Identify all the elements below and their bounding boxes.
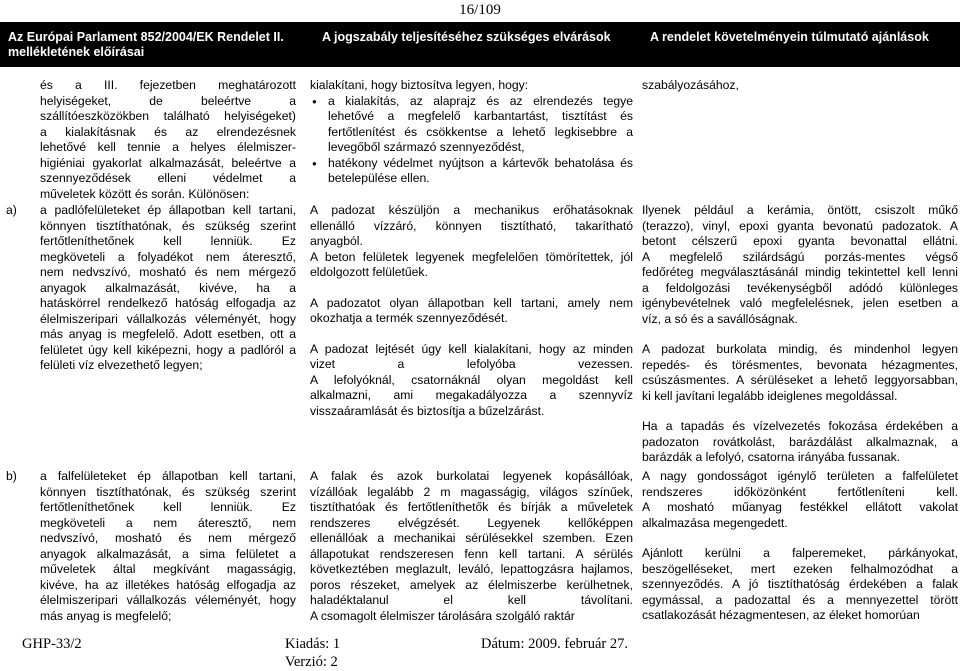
text-line: kivéve, ha az illetékes hatóság elfogadja az — [40, 577, 296, 592]
text-line: rendszeres elvégzését. Legyenek kellőképpen — [310, 515, 633, 530]
text-line: ellenálló vízzáró, könnyen tisztítható, takarítható — [310, 218, 633, 233]
text-line: higiéniai gyakorlat alkalmazását, beleértve a — [40, 155, 296, 170]
text-line: szennyeződés. A jó tisztíthatóság érdekében a falak — [642, 577, 958, 591]
text-line: alkalmazni, ami megakadályozza a szennyvíz — [310, 388, 633, 402]
text-line: betelepülése ellen. — [328, 171, 430, 185]
text-line: tisztíthatóak és fertőtleníthetők és bírják a műveletek — [310, 500, 633, 514]
footer-issue: Kiadás: 1 — [285, 636, 341, 652]
text-line: más anyag is megfelelő. Adott esetben, ott a — [40, 327, 296, 341]
paragraph — [310, 203, 633, 281]
footer-date: Dátum: 2009. február 27. — [481, 636, 628, 652]
text-line: A beton felületek legyenek megfelelően tömörítettek, jól — [310, 249, 633, 264]
text-line: víz, a só és a savállóságnak. — [642, 311, 798, 326]
text-line: könnyen tisztíthatónak, és szükség szerint — [40, 218, 296, 233]
footer-doc-code: GHP-33/2 — [22, 636, 82, 652]
text-line: a padlófelületeket ép állapotban kell tartani, — [40, 203, 296, 217]
text-line: megköveteli a folyadékot nem áteresztő, — [40, 249, 296, 264]
text-line: műveletek között és során. Különösen: — [40, 186, 250, 201]
text-line: következtében meglazult, leváló, lepattogzásra hajlamos, — [310, 562, 633, 576]
text-line: A padozat készüljön a mechanikus erőhatásoknak — [310, 203, 633, 217]
text-line: visszaáramlását és biztosítja a bűzelzárást. — [310, 403, 545, 418]
text-line: lehetővé a megfelelő karbantartást, tisztítást és — [328, 109, 633, 123]
section-a-col2 — [310, 203, 633, 419]
section-a-col1 — [40, 203, 296, 374]
text-line: vízállóak legalább 2 m magasságig, világos színűek, — [310, 484, 633, 499]
text-line: haladéktalanul el kell távolítani. — [310, 593, 633, 607]
text-line: betont célszerű epoxi gyanta bevonattal ellátni. — [642, 234, 958, 248]
text-line: A mosható műanyag festékkel ellátott vakolat — [642, 500, 958, 514]
text-line: állapotukat rendszeresen fenn kell tartani. A sérülés — [310, 546, 633, 561]
paragraph — [642, 546, 958, 624]
text-line: ● hatékony védelmet nyújtson a kártevők behatolása és — [328, 155, 633, 170]
text-line: helyiségeket, de beleértve a — [40, 93, 296, 108]
paragraph — [310, 296, 633, 327]
text-line: nedvszívó, mosható és nem mérgező — [40, 531, 296, 545]
section-a-col3 — [642, 203, 958, 466]
paragraph — [642, 419, 958, 466]
text-line: ki kell javítani legalább ideiglenes megoldással. — [642, 388, 898, 403]
text-line: Ilyenek például a kerámia, öntött, csiszolt műkő — [642, 203, 958, 217]
text-line: a kialakításnak és az elrendezésnek — [40, 124, 296, 139]
section-b-col3 — [642, 469, 958, 624]
top-col3: szabályozásához, — [642, 78, 739, 92]
text-line: A padozatot olyan állapotban kell tartani, amely nem — [310, 295, 633, 310]
top-col2-bullet-1 — [310, 94, 633, 156]
text-line: beszögelléseket, mert ezeken felhalmozódhat a — [642, 561, 958, 576]
text-line: csatlakozását hézagmentesen, az éleket homorúan — [642, 608, 920, 622]
paragraph — [642, 203, 958, 327]
text-line: felületet úgy kell kiképezni, hogy a padlóról a — [40, 342, 296, 357]
text-line: fedőréteg megválasztásánál mindig tekintettel kell lenni — [642, 265, 958, 279]
text-line: szennyeződések elleni védelmet a — [40, 171, 296, 185]
paragraph — [642, 469, 958, 531]
text-line: lehetővé kell tennie a helyes élelmiszer- — [40, 140, 296, 154]
section-b-col1 — [40, 469, 296, 624]
text-line: műveletek által megkívánt magasságig, — [40, 562, 296, 576]
text-line: A padozat lejtését úgy kell kialakítani, hogy az minden — [310, 341, 633, 356]
text-line: igénybevételnek való megfelelésnek, jelen esetben a — [642, 296, 958, 310]
text-line: hatáskörrel rendelkező hatóság elfogadja az — [40, 296, 296, 310]
page-number: 16/109 — [459, 2, 501, 18]
text-line: és a III. fejezetben meghatározott — [40, 78, 296, 92]
text-line: nem nedvszívó, mosható és nem mérgező — [40, 265, 296, 279]
text-line: ● a kialakítás, az alaprajz és az elrendezés tegye — [328, 93, 633, 108]
text-line: okozhatja a termék szennyeződését. — [310, 311, 508, 325]
table-header — [0, 22, 960, 67]
text-line: csúszásmentes. A sérüléseket a lehető leggyorsabban, — [642, 373, 958, 387]
top-col1 — [40, 78, 296, 202]
text-line: A nagy gondosságot igénylő területen a falfelületet — [642, 469, 958, 483]
text-line: könnyen tisztíthatónak, és szükség szerint — [40, 484, 296, 499]
text-line: a feldolgozási tevékenységből adódó különleges — [642, 280, 958, 295]
text-line: élelmiszeripari vállalkozás véleményét, hogy — [40, 593, 296, 607]
text-line: (terazzo), vinyl, epoxi gyanta bevonatú padozatok. A — [642, 218, 958, 233]
text-line: poros részeket, amelyek az élelmiszerbe kerülhetnek, — [310, 577, 633, 592]
text-line: A csomagolt élelmiszer tárolására szolgáló raktár — [310, 608, 575, 623]
text-line: padozaton rovátkolást, barázdálást alkalmaznak, a — [642, 434, 958, 449]
section-b-marker: b) — [6, 469, 17, 483]
text-line: a falfelületeket ép állapotban kell tartani, — [40, 469, 296, 483]
text-line: élelmiszeripari vállalkozás véleményét, hogy — [40, 311, 296, 326]
section-a-marker: a) — [6, 203, 17, 217]
text-line: ellenállóak a mechanikai sérülésekkel szemben. Ezen — [310, 531, 633, 545]
text-line: A lefolyóknál, csatornáknál olyan megoldást kell — [310, 372, 633, 387]
text-line: levegőből származó szennyeződést, — [328, 140, 525, 154]
text-line: A falak és azok burkolatai legyenek kopásállóak, — [310, 469, 633, 483]
header-col-regulation: Az Európai Parlament 852/2004/EK Rendelet II. mellékletének előírásai — [8, 30, 284, 59]
top-col2-intro: kialakítani, hogy biztosítva legyen, hogy: — [310, 78, 529, 92]
header-col-requirements: A jogszabály teljesítéséhez szükséges elvárások — [322, 30, 611, 44]
text-line: Ajánlott kerülni a falperemeket, párkányokat, — [642, 546, 958, 560]
text-line: repedés- és törésmentes, bevonata hézagmentes, — [642, 357, 958, 372]
paragraph — [642, 342, 958, 404]
text-line: vizet a lefolyóba vezessen. — [310, 357, 633, 371]
text-line: rendszeres időközönként fertőtleníteni kell. — [642, 484, 958, 499]
text-line: szállítóeszközökben található helyiségeket) — [40, 109, 296, 123]
section-b-col2 — [310, 469, 633, 624]
text-line: felületi víz elvezethető legyen; — [40, 358, 203, 372]
top-col2 — [310, 78, 633, 187]
text-line: egymással, a padozattal és a mennyezettel törött — [642, 592, 958, 607]
text-line: anyagok alkalmazását, kivéve, ha a — [40, 280, 296, 295]
text-line: A megfelelő szilárdságú porzás-mentes végső — [642, 249, 958, 264]
top-col2-bullet-2 — [310, 156, 633, 187]
text-line: Ha a tapadás és vízelvezetés fokozása érdekében a — [642, 419, 958, 433]
text-line: barázdák a lefolyó, csatorna irányába fussanak. — [642, 450, 901, 464]
text-line: anyagból. — [310, 234, 363, 248]
text-line: A padozat burkolata mindig, és mindenhol legyen — [642, 342, 958, 356]
text-line: fertőtleníthetőnek kell lenniük. Ez — [40, 234, 296, 248]
text-line: megköveteli a nem áteresztő, nem — [40, 515, 296, 530]
header-col-recommendations: A rendelet követelményein túlmutató ajánlások — [650, 30, 929, 44]
text-line: eldolgozott felületűek. — [310, 265, 428, 279]
text-line: más anyag is megfelelő; — [40, 608, 172, 623]
paragraph — [310, 342, 633, 420]
text-line: fertőtleníthetőnek kell lenniük. Ez — [40, 500, 296, 514]
footer-version: Verzió: 2 — [285, 654, 338, 670]
text-line: anyagok alkalmazását, a sima felületet a — [40, 546, 296, 561]
text-line: alkalmazása megengedett. — [642, 515, 788, 530]
text-line: fertőtlenítést és csökkentse a lehető legkisebbre a — [328, 124, 633, 139]
